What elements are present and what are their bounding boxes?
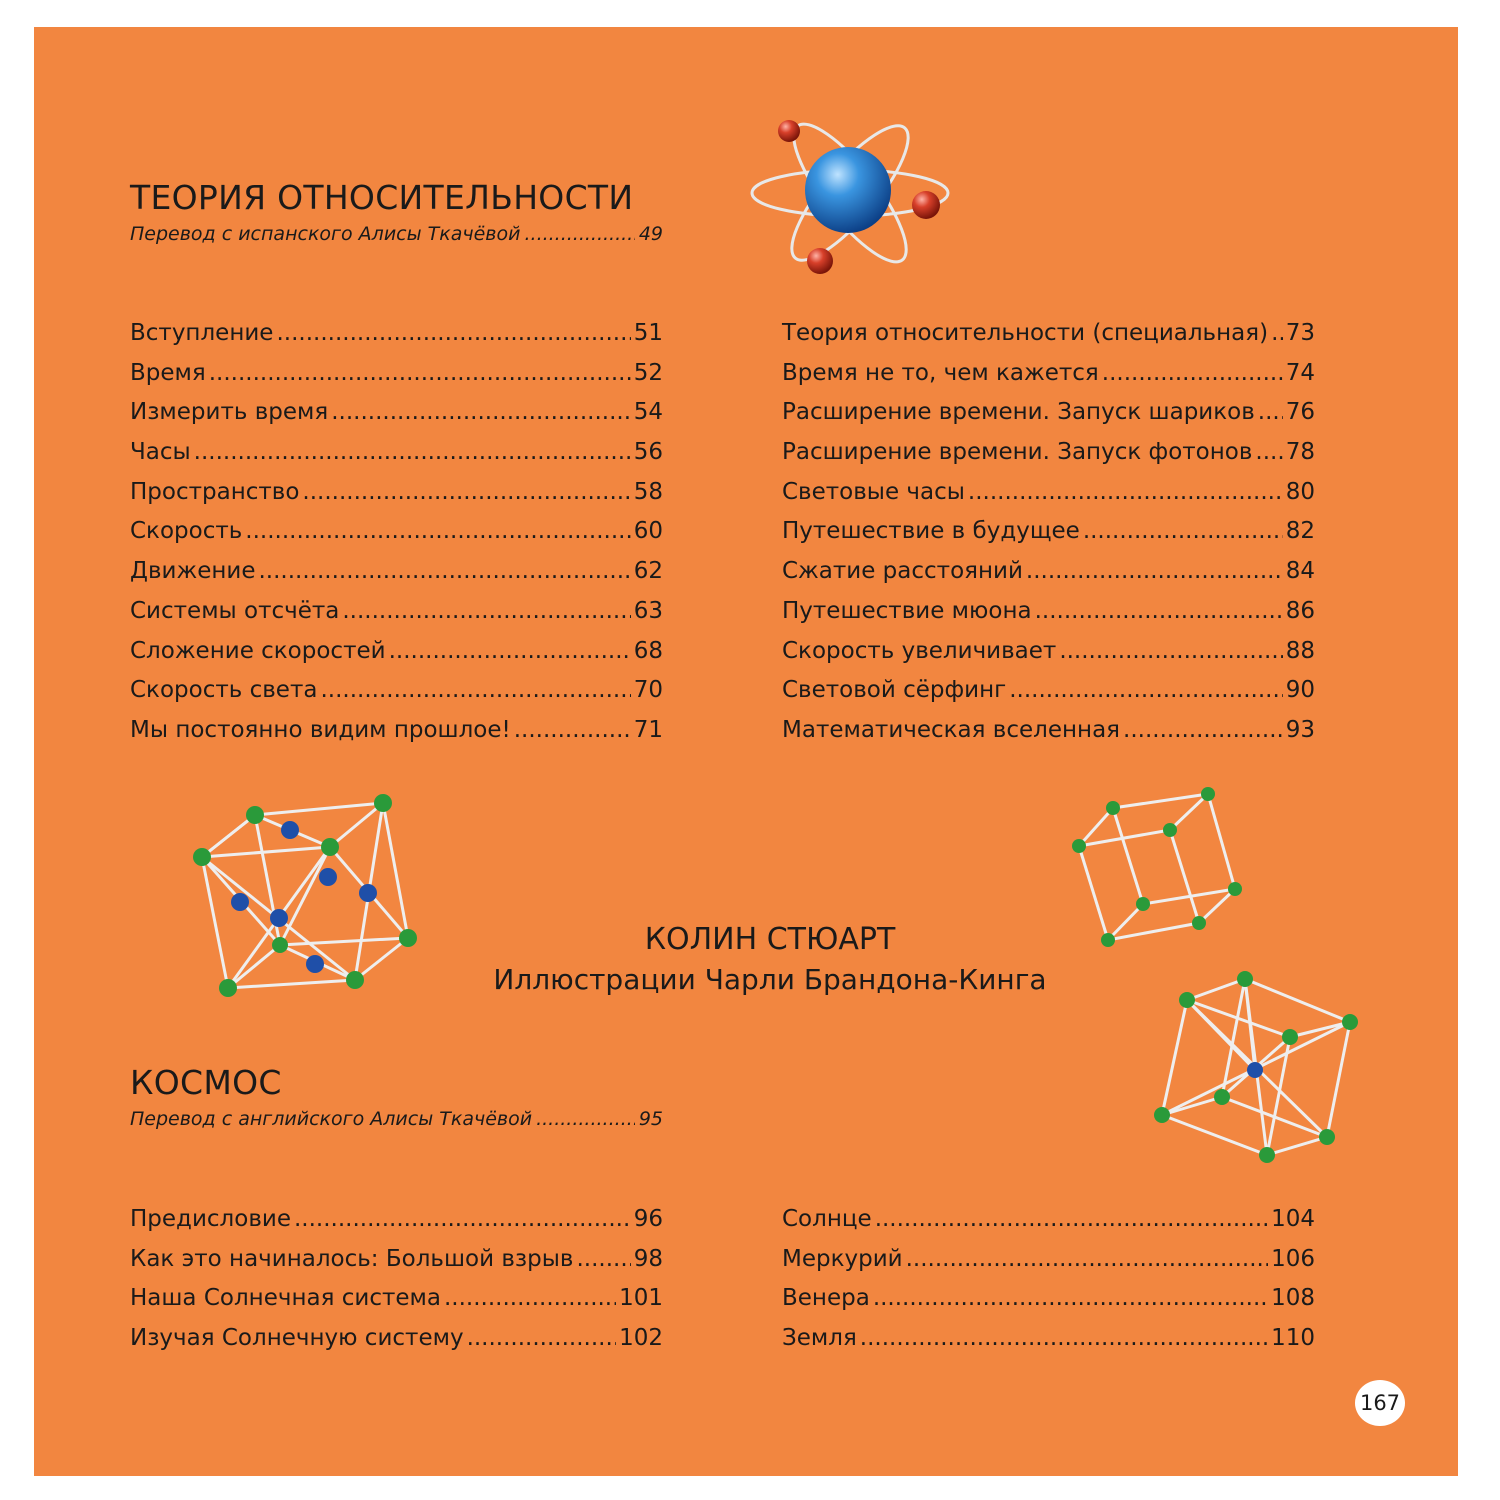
dot-leader — [875, 1200, 1268, 1240]
dot-leader — [576, 1240, 630, 1280]
dot-leader — [1258, 393, 1283, 433]
atom-icon — [745, 110, 960, 285]
toc-entry-page: 82 — [1285, 518, 1315, 545]
toc-entry-page: 108 — [1271, 1285, 1315, 1312]
dot-leader — [1059, 632, 1282, 672]
dot-leader — [1035, 592, 1283, 632]
toc-entry-label: Венера — [782, 1285, 870, 1312]
toc-entry-label: Световой сёрфинг — [782, 677, 1007, 704]
toc-entry — [130, 671, 663, 711]
dot-leader — [873, 1279, 1268, 1319]
toc-entry-label: Как это начиналось: Большой взрыв — [130, 1245, 574, 1272]
toc-entry-page: 63 — [633, 597, 663, 624]
toc-entry-label: Измерить время — [130, 399, 329, 426]
toc-entry-page: 90 — [1285, 677, 1315, 704]
toc-entry-page: 74 — [1285, 359, 1315, 386]
toc-entry-label: Путешествие в будущее — [782, 518, 1080, 545]
toc-entry — [130, 711, 663, 751]
toc-entry — [130, 512, 663, 552]
toc-entry — [130, 1200, 663, 1240]
toc-entry — [130, 1279, 663, 1319]
toc-entry-label: Движение — [130, 558, 256, 585]
dot-leader — [245, 512, 630, 552]
toc-entry-page: 86 — [1285, 597, 1315, 624]
toc-entry-page: 76 — [1285, 399, 1315, 426]
toc-entry-label: Время не то, чем кажется — [782, 359, 1099, 386]
toc-entry-page: 98 — [633, 1245, 663, 1272]
toc-entry — [130, 354, 663, 394]
toc-entry-label: Вступление — [130, 320, 274, 346]
dot-leader — [968, 473, 1283, 513]
toc-entry-page: 58 — [633, 478, 663, 505]
toc-entry — [782, 671, 1315, 711]
toc-entry-label: Путешествие мюона — [782, 597, 1032, 624]
author-block — [440, 922, 1100, 996]
dot-leader — [1009, 671, 1282, 711]
toc-entry-label: Системы отсчёта — [130, 597, 340, 624]
toc-entry-page: 60 — [633, 518, 663, 545]
dot-leader — [1102, 354, 1283, 394]
toc-entry-page: 56 — [633, 439, 663, 466]
dot-leader — [444, 1279, 616, 1319]
toc-entry-page: 70 — [633, 677, 663, 704]
toc-entry-page: 62 — [633, 558, 663, 585]
toc-entry-label: Математическая вселенная — [782, 716, 1121, 743]
toc-entry-label: Расширение времени. Запуск шариков — [782, 399, 1255, 426]
illustrator-credit: Иллюстрации Чарли Брандона-Кинга — [493, 963, 1047, 996]
toc-entry-label: Время — [130, 359, 206, 386]
toc-entry-page: 84 — [1285, 558, 1315, 585]
toc-entry — [782, 433, 1315, 473]
toc-entry — [130, 1319, 663, 1359]
toc-entry-page: 93 — [1285, 716, 1315, 743]
toc-entry-label: Сжатие расстояний — [782, 558, 1023, 585]
author-name: КОЛИН СТЮАРТ — [644, 922, 896, 957]
toc-entry — [130, 552, 663, 592]
dot-leader — [302, 473, 630, 513]
toc-entry-page: 104 — [1271, 1206, 1315, 1232]
dot-leader — [294, 1200, 631, 1240]
toc-entry — [782, 1200, 1315, 1240]
dot-leader — [1123, 711, 1283, 751]
toc-entry-label: Сложение скоростей — [130, 637, 386, 664]
toc-entry-page: 102 — [619, 1325, 663, 1352]
translator-page: 95 — [638, 1108, 663, 1130]
toc-entry — [782, 1319, 1315, 1359]
toc-entry-page: 106 — [1271, 1245, 1315, 1272]
dot-leader — [258, 552, 630, 592]
toc-entry — [782, 711, 1315, 751]
toc-entry-label: Скорость увеличивает — [782, 637, 1057, 664]
toc-entry-label: Часы — [130, 439, 191, 466]
toc-entry-page: 110 — [1271, 1325, 1315, 1352]
toc-entry-page: 51 — [633, 320, 663, 346]
dot-leader — [320, 671, 630, 711]
toc-entry-label: Солнце — [782, 1206, 872, 1232]
translator-line-space — [130, 1108, 663, 1130]
toc-entry — [130, 592, 663, 632]
dot-leader — [194, 433, 631, 473]
toc-entry — [782, 552, 1315, 592]
dot-leader — [331, 393, 630, 433]
toc-entry — [782, 473, 1315, 513]
bcc-cube-model-icon — [1150, 965, 1365, 1165]
toc-entry-label: Меркурий — [782, 1245, 903, 1272]
translator-line-relativity — [130, 223, 663, 245]
toc-entry-label: Пространство — [130, 478, 300, 505]
toc-space-left — [130, 1200, 663, 1359]
toc-entry-label: Предисловие — [130, 1206, 291, 1232]
dot-leader — [524, 223, 634, 245]
toc-entry — [782, 393, 1315, 433]
toc-entry-page: 101 — [619, 1285, 663, 1312]
dot-leader — [1255, 433, 1282, 473]
toc-relativity-left — [130, 314, 663, 751]
polyhedron-model-icon — [190, 790, 425, 1005]
toc-entry-page: 73 — [1285, 320, 1315, 346]
toc-entry — [782, 1240, 1315, 1280]
toc-entry-label: Скорость — [130, 518, 243, 545]
toc-entry — [782, 354, 1315, 394]
dot-leader — [1083, 512, 1283, 552]
toc-entry-page: 88 — [1285, 637, 1315, 664]
toc-entry-label: Теория относительности (специальная) — [782, 320, 1269, 346]
toc-entry-label: Земля — [782, 1325, 857, 1352]
toc-entry-page: 78 — [1285, 439, 1315, 466]
toc-entry-label: Скорость света — [130, 677, 318, 704]
toc-space-right — [782, 1200, 1315, 1359]
toc-entry — [130, 433, 663, 473]
toc-entry — [130, 314, 663, 354]
toc-relativity-right — [782, 314, 1315, 751]
translator-label: Перевод с испанского Алисы Ткачёвой — [130, 223, 521, 245]
translator-label: Перевод с английского Алисы Ткачёвой — [130, 1108, 533, 1130]
toc-entry-page: 54 — [633, 399, 663, 426]
dot-leader — [389, 632, 631, 672]
dot-leader — [342, 592, 630, 632]
toc-entry — [130, 473, 663, 513]
toc-entry-label: Расширение времени. Запуск фотонов — [782, 439, 1253, 466]
translator-page: 49 — [638, 223, 663, 245]
section-title-relativity: ТЕОРИЯ ОТНОСИТЕЛЬНОСТИ — [130, 178, 634, 217]
section-title-space: КОСМОС — [130, 1063, 282, 1102]
toc-entry-label: Наша Солнечная система — [130, 1285, 441, 1312]
dot-leader — [276, 314, 630, 354]
toc-entry-label: Изучая Солнечную систему — [130, 1325, 464, 1352]
dot-leader — [906, 1240, 1269, 1280]
toc-entry-label: Мы постоянно видим прошлое! — [130, 716, 511, 743]
dot-leader — [860, 1319, 1268, 1359]
dot-leader — [536, 1108, 635, 1130]
toc-entry — [130, 393, 663, 433]
toc-entry — [782, 314, 1315, 354]
dot-leader — [1271, 314, 1283, 354]
toc-entry — [782, 512, 1315, 552]
toc-entry-page: 96 — [633, 1206, 663, 1232]
toc-entry — [130, 1240, 663, 1280]
dot-leader — [467, 1319, 617, 1359]
toc-entry-page: 80 — [1285, 478, 1315, 505]
toc-entry — [782, 632, 1315, 672]
dot-leader — [1026, 552, 1283, 592]
cube-model-icon — [1065, 780, 1255, 955]
dot-leader — [514, 711, 631, 751]
page-number-badge: 167 — [1355, 1380, 1405, 1426]
toc-entry-page: 71 — [633, 716, 663, 743]
toc-entry — [130, 632, 663, 672]
toc-entry-label: Световые часы — [782, 478, 965, 505]
toc-entry — [782, 592, 1315, 632]
toc-entry — [782, 1279, 1315, 1319]
dot-leader — [209, 354, 631, 394]
toc-entry-page: 68 — [633, 637, 663, 664]
toc-entry-page: 52 — [633, 359, 663, 386]
